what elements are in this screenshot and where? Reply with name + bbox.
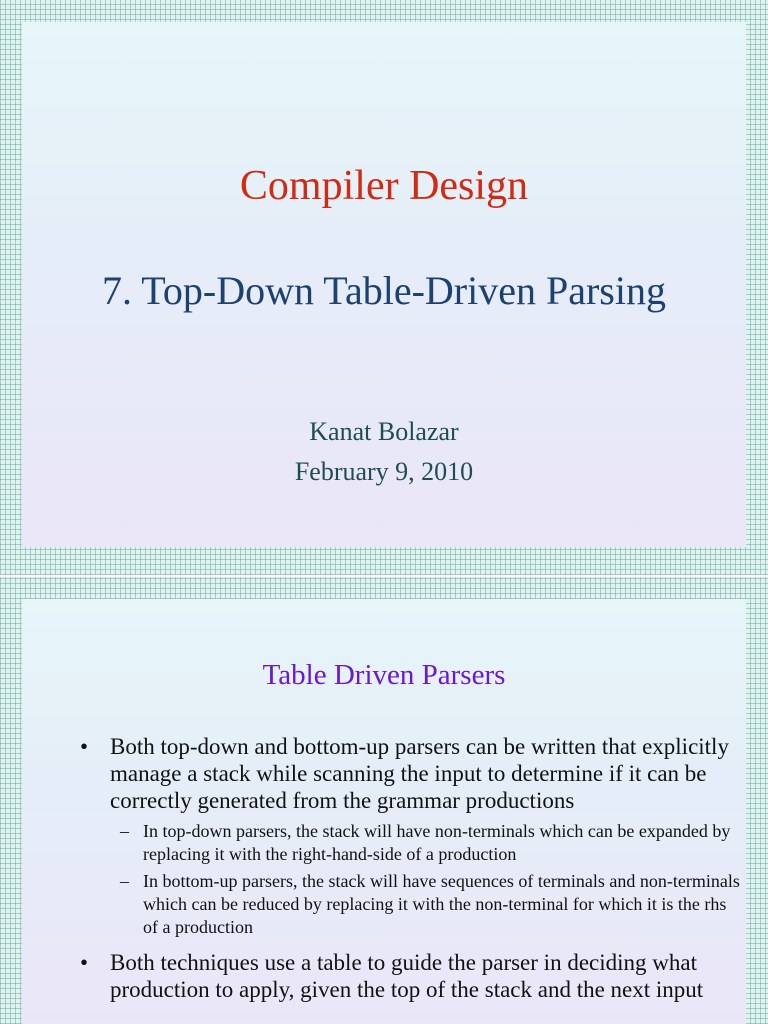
bullet-text: Both techniques use a table to guide the parser in deciding what production to apply, given the top of the stack and the next input — [110, 950, 704, 1002]
bullet-item — [80, 733, 740, 939]
slide-table-driven-parsers — [0, 577, 768, 1024]
bullet-item — [80, 949, 740, 1003]
sub-bullet-text: In top-down parsers, the stack will have non-terminals which can be expanded by replacing it with the right-hand-side of a production — [143, 821, 731, 864]
sub-bullet-text: In bottom-up parsers, the stack will have sequences of terminals and non-terminals which can be reduced by replacing it with the non-terminal for which it is the rhs of a production — [143, 871, 740, 937]
sub-bullet-list — [110, 820, 740, 939]
slide-heading: Table Driven Parsers — [262, 659, 506, 691]
sub-bullet-marker: – — [120, 821, 129, 841]
slide-body — [22, 599, 746, 1024]
sub-bullet-item — [110, 870, 740, 939]
bullet-list — [80, 733, 740, 1013]
presentation-title: Compiler Design — [239, 163, 529, 209]
slide-body — [22, 22, 746, 547]
author-name: Kanat Bolazar — [309, 417, 459, 446]
bullet-text: Both top-down and bottom-up parsers can be written that explicitly manage a stack while scanning the input to determine if it can be correctly generated from the grammar productions — [110, 734, 729, 813]
lecture-subtitle: 7. Top-Down Table-Driven Parsing — [102, 268, 666, 313]
lecture-date: February 9, 2010 — [294, 457, 474, 486]
sub-bullet-item — [110, 820, 740, 866]
bullet-marker: • — [80, 734, 89, 759]
bullet-marker: • — [80, 950, 89, 975]
sub-bullet-marker: – — [120, 871, 129, 891]
